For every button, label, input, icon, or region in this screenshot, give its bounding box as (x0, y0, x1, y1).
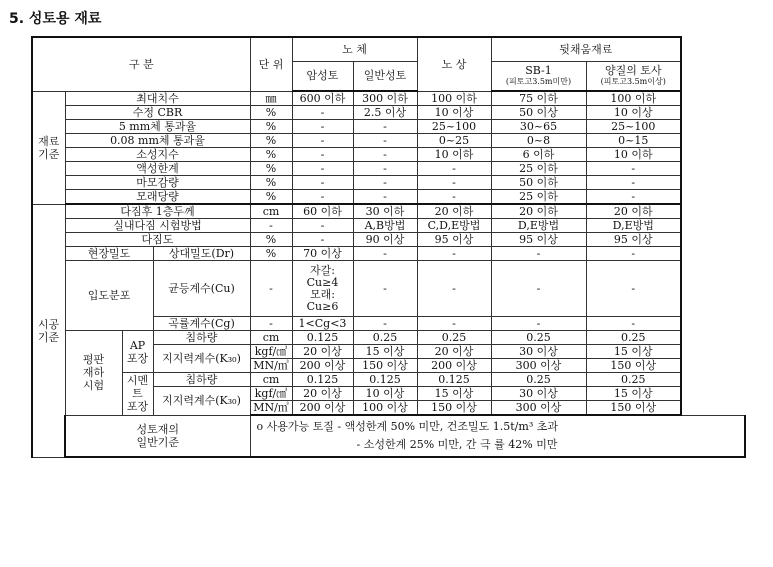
cell-sb1: 30 이상 (491, 345, 586, 359)
cell-rock: 70 이상 (292, 247, 353, 261)
grading-label: 입도분포 (65, 261, 153, 331)
cell-rock: 60 이하 (292, 204, 353, 219)
cell-sb1: D,E방법 (491, 219, 586, 233)
row-unit: kgf/㎤ (250, 387, 292, 401)
cell-rock: - (292, 134, 353, 148)
cement-pavement-label: 시멘트 포장 (122, 373, 153, 416)
cell-rock: - (292, 233, 353, 247)
cell-subgrade: 10 이상 (417, 106, 491, 120)
cell-general: 100 이상 (353, 401, 417, 416)
cell-general: - (353, 317, 417, 331)
cell-good: - (586, 247, 681, 261)
row-unit: MN/㎥ (250, 401, 292, 416)
cell-good: 150 이상 (586, 359, 681, 373)
cell-good: 150 이상 (586, 401, 681, 416)
cell-subgrade: - (417, 176, 491, 190)
row-name: 다짐후 1층두께 (65, 204, 250, 219)
cell-sb1: 95 이상 (491, 233, 586, 247)
cell-rock: - (292, 162, 353, 176)
cell-sb1: 30 이상 (491, 387, 586, 401)
cell-sb1: - (491, 247, 586, 261)
cell-subgrade: 0.125 (417, 373, 491, 387)
cell-rock: 600 이하 (292, 91, 353, 106)
row-unit: MN/㎥ (250, 359, 292, 373)
cell-general: - (353, 176, 417, 190)
row-unit: % (250, 134, 292, 148)
cell-subgrade: - (417, 261, 491, 317)
cell-general: - (353, 134, 417, 148)
field-density-label: 현장밀도 (65, 247, 153, 261)
general-criteria-text (250, 415, 745, 457)
row-unit: - (250, 219, 292, 233)
construction-label: 시공 기준 (32, 204, 65, 457)
row-unit: % (250, 247, 292, 261)
cell-general: 10 이상 (353, 387, 417, 401)
row-name: 수정 CBR (65, 106, 250, 120)
cell-subgrade: - (417, 190, 491, 205)
row-unit: cm (250, 331, 292, 345)
row-name: 다짐도 (65, 233, 250, 247)
cell-rock: 0.125 (292, 373, 353, 387)
cell-general: 300 이하 (353, 91, 417, 106)
row-name: 0.08 mm체 통과율 (65, 134, 250, 148)
cell-good: - (586, 176, 681, 190)
material-label: 재료 기준 (32, 91, 65, 204)
cell-rock: - (292, 219, 353, 233)
cell-general: - (353, 261, 417, 317)
header-good-soil: 양질의 토사 (피토고3.5m이상) (586, 61, 681, 91)
cell-general: 30 이하 (353, 204, 417, 219)
cell-general: 0.25 (353, 331, 417, 345)
criteria-line-2: - 소성한계 25% 미만, 간 극 률 42% 미만 (356, 438, 558, 451)
cell-good: 25~100 (586, 120, 681, 134)
row-name: 마모감량 (65, 176, 250, 190)
cell-subgrade: 200 이상 (417, 359, 491, 373)
cell-general: - (353, 120, 417, 134)
cell-subgrade: 100 이하 (417, 91, 491, 106)
ap-pavement-label: AP 포장 (122, 331, 153, 373)
criteria-line-1: o 사용가능 토질 - 액성한계 50% 미만, 건조밀도 1.5t/m³ 초과 (256, 420, 558, 433)
row-name: 최대치수 (65, 91, 250, 106)
cell-rock: - (292, 106, 353, 120)
cell-sb1: 0~8 (491, 134, 586, 148)
cell-subgrade: C,D,E방법 (417, 219, 491, 233)
row-name: 소성지수 (65, 148, 250, 162)
cell-sb1: 20 이하 (491, 204, 586, 219)
row-unit: - (250, 317, 292, 331)
cell-subgrade: 0.25 (417, 331, 491, 345)
cell-general: 2.5 이상 (353, 106, 417, 120)
cell-rock: - (292, 190, 353, 205)
row-unit: % (250, 148, 292, 162)
cell-good: - (586, 162, 681, 176)
header-backfill: 뒷채움재료 (491, 37, 681, 61)
cell-subgrade: 0~25 (417, 134, 491, 148)
cell-sb1: 50 이하 (491, 176, 586, 190)
cell-subgrade: 95 이상 (417, 233, 491, 247)
row-unit: % (250, 162, 292, 176)
cell-sb1: 0.25 (491, 373, 586, 387)
cell-good: 0~15 (586, 134, 681, 148)
cell-good: 15 이상 (586, 345, 681, 359)
row-unit: % (250, 233, 292, 247)
cell-subgrade: 20 이하 (417, 204, 491, 219)
cell-good: 15 이상 (586, 387, 681, 401)
plate-test-label: 평판 재하 시험 (65, 331, 122, 416)
cell-rock: 20 이상 (292, 387, 353, 401)
cell-subgrade: 10 이하 (417, 148, 491, 162)
cell-general: - (353, 190, 417, 205)
row-unit: % (250, 120, 292, 134)
cell-good: 0.25 (586, 331, 681, 345)
cell-rock: 1<Cg<3 (292, 317, 353, 331)
header-sb1: SB-1 (피토고3.5m미만) (491, 61, 586, 91)
cell-good: 100 이하 (586, 91, 681, 106)
cell-general: 90 이상 (353, 233, 417, 247)
header-category: 구 분 (32, 37, 250, 91)
row-name: 침하량 (153, 373, 250, 387)
header-unit: 단 위 (250, 37, 292, 91)
cell-general: - (353, 247, 417, 261)
cell-sb1: 300 이상 (491, 401, 586, 416)
header-body: 노 체 (292, 37, 417, 61)
cell-good: - (586, 317, 681, 331)
row-name: 지지력계수(K₃₀) (153, 387, 250, 416)
cell-general: 15 이상 (353, 345, 417, 359)
cell-rock-cu: 자갈: Cu≥4 모래: Cu≥6 (292, 261, 353, 317)
row-unit: - (250, 261, 292, 317)
cell-good: D,E방법 (586, 219, 681, 233)
header-general: 일반성토 (353, 61, 417, 91)
row-name: 균등계수(Cu) (153, 261, 250, 317)
cell-good: - (586, 190, 681, 205)
header-rock: 암성토 (292, 61, 353, 91)
cell-rock: - (292, 148, 353, 162)
cell-general: A,B방법 (353, 219, 417, 233)
cell-sb1: 0.25 (491, 331, 586, 345)
row-unit: ㎜ (250, 91, 292, 106)
row-name: 5 mm체 통과율 (65, 120, 250, 134)
cell-subgrade: - (417, 162, 491, 176)
cell-general: - (353, 148, 417, 162)
row-unit: % (250, 176, 292, 190)
cell-rock: - (292, 176, 353, 190)
cell-sb1: 75 이하 (491, 91, 586, 106)
row-name: 상대밀도(Dr) (153, 247, 250, 261)
header-subgrade: 노 상 (417, 37, 491, 91)
row-name: 곡률계수(Cg) (153, 317, 250, 331)
row-name: 침하량 (153, 331, 250, 345)
row-unit: cm (250, 373, 292, 387)
cell-subgrade: 15 이상 (417, 387, 491, 401)
cell-good: 20 이하 (586, 204, 681, 219)
row-name: 지지력계수(K₃₀) (153, 345, 250, 373)
general-criteria-label: 성토재의 일반기준 (65, 415, 250, 457)
row-unit: cm (250, 204, 292, 219)
cell-sb1: 6 이하 (491, 148, 586, 162)
cell-rock: 0.125 (292, 331, 353, 345)
cell-general: 0.125 (353, 373, 417, 387)
cell-subgrade: - (417, 247, 491, 261)
cell-subgrade: 150 이상 (417, 401, 491, 416)
cell-general: - (353, 162, 417, 176)
row-unit: % (250, 190, 292, 205)
cell-good: 10 이하 (586, 148, 681, 162)
cell-good: 95 이상 (586, 233, 681, 247)
cell-rock: - (292, 120, 353, 134)
cell-general: 150 이상 (353, 359, 417, 373)
row-name: 모래당량 (65, 190, 250, 205)
cell-sb1: 30~65 (491, 120, 586, 134)
section-title: 5. 성토용 재료 (9, 11, 102, 27)
row-name: 실내다짐 시험방법 (65, 219, 250, 233)
row-unit: kgf/㎤ (250, 345, 292, 359)
cell-rock: 20 이상 (292, 345, 353, 359)
cell-rock: 200 이상 (292, 401, 353, 416)
cell-good: 10 이상 (586, 106, 681, 120)
cell-subgrade: - (417, 317, 491, 331)
cell-subgrade: 25~100 (417, 120, 491, 134)
cell-sb1: 300 이상 (491, 359, 586, 373)
cell-sb1: 50 이상 (491, 106, 586, 120)
row-unit: % (250, 106, 292, 120)
cell-sb1: - (491, 261, 586, 317)
cell-subgrade: 20 이상 (417, 345, 491, 359)
row-name: 액성한계 (65, 162, 250, 176)
cell-good: - (586, 261, 681, 317)
cell-rock: 200 이상 (292, 359, 353, 373)
cell-sb1: 25 이하 (491, 190, 586, 205)
cell-sb1: 25 이하 (491, 162, 586, 176)
cell-good: 0.25 (586, 373, 681, 387)
fill-material-table (31, 36, 746, 458)
cell-sb1: - (491, 317, 586, 331)
